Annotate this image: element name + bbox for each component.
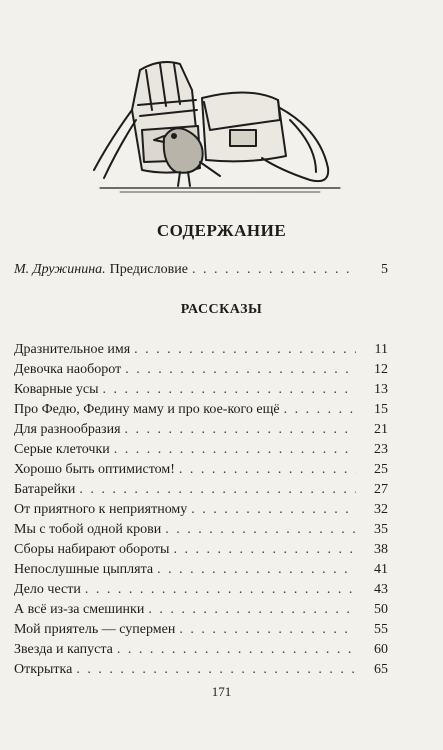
toc-row bbox=[14, 482, 388, 500]
toc-row bbox=[14, 442, 388, 460]
toc-row bbox=[14, 342, 388, 360]
toc-entry-title: Коварные усы bbox=[14, 382, 99, 397]
toc-entry-page: 25 bbox=[374, 462, 388, 477]
toc-row bbox=[14, 602, 388, 620]
toc-entry-title: Серые клеточки bbox=[14, 442, 110, 457]
toc-leader-dots bbox=[179, 622, 356, 638]
toc-row bbox=[14, 402, 388, 420]
toc-row bbox=[14, 422, 388, 440]
toc-entry-page: 32 bbox=[374, 502, 388, 517]
toc-entry-page: 38 bbox=[374, 542, 388, 557]
toc-row bbox=[14, 522, 388, 540]
toc-leader-dots bbox=[192, 262, 356, 278]
toc-entry-title: Дело чести bbox=[14, 582, 81, 597]
toc-entry-title: Открытка bbox=[14, 662, 73, 677]
toc-leader-dots bbox=[173, 542, 356, 558]
toc-leader-dots bbox=[165, 522, 356, 538]
toc-row bbox=[14, 562, 388, 580]
toc-row bbox=[14, 362, 388, 380]
toc-leader-dots bbox=[114, 442, 356, 458]
toc-entry-page: 23 bbox=[374, 442, 388, 457]
toc-row bbox=[14, 662, 388, 680]
toc-entry-title: А всё из-за смешинки bbox=[14, 602, 145, 617]
toc-leader-dots bbox=[125, 362, 356, 378]
toc-heading: СОДЕРЖАНИЕ bbox=[156, 221, 287, 240]
backpack-bird-illustration bbox=[80, 50, 370, 200]
toc-entry-title: Дразнительное имя bbox=[14, 342, 131, 357]
toc-entry-page: 50 bbox=[374, 602, 388, 617]
toc-leader-dots bbox=[85, 582, 356, 598]
toc-entry-title: Батарейки bbox=[14, 482, 76, 497]
toc-leader-dots bbox=[148, 602, 356, 618]
toc-leader-dots bbox=[179, 462, 356, 478]
toc-row bbox=[14, 542, 388, 560]
toc-row bbox=[14, 382, 388, 400]
toc-leader-dots bbox=[79, 482, 356, 498]
section-title: РАССКАЗЫ bbox=[180, 302, 263, 317]
toc-entry-page: 11 bbox=[374, 342, 388, 357]
toc-entry-title: Для разнообразия bbox=[14, 422, 121, 437]
toc-row bbox=[14, 582, 388, 600]
toc-entry-page: 60 bbox=[374, 642, 388, 657]
toc-entry-page: 27 bbox=[374, 482, 388, 497]
toc-leader-dots bbox=[191, 502, 356, 518]
toc-leader-dots bbox=[103, 382, 356, 398]
toc-leader-dots bbox=[284, 402, 356, 418]
preface-page: 5 bbox=[381, 262, 388, 277]
toc-entry-page: 55 bbox=[374, 622, 388, 637]
toc-entry-title: Девочка наоборот bbox=[14, 362, 122, 377]
toc-entry-title: Мой приятель — супермен bbox=[14, 622, 176, 637]
toc-entry-page: 21 bbox=[374, 422, 388, 437]
preface-author: М. Дружинина. bbox=[14, 262, 106, 277]
toc-entry-title: Звезда и капуста bbox=[14, 642, 113, 657]
toc-entry-title: Непослушные цыплята bbox=[14, 562, 154, 577]
toc-entry-page: 35 bbox=[374, 522, 388, 537]
toc-leader-dots bbox=[76, 662, 356, 678]
toc-entry-title: Мы с тобой одной крови bbox=[14, 522, 162, 537]
toc-row bbox=[14, 642, 388, 660]
toc-entry-title: Сборы набирают обороты bbox=[14, 542, 170, 557]
toc-leader-dots bbox=[134, 342, 356, 358]
toc-row bbox=[14, 502, 388, 520]
toc-row bbox=[14, 462, 388, 480]
toc-entry-title: Про Федю, Федину маму и про кое-кого ещё bbox=[14, 402, 280, 417]
toc-entry-page: 12 bbox=[374, 362, 388, 377]
preface-title: Предисловие bbox=[109, 262, 188, 277]
toc-leader-dots bbox=[117, 642, 356, 658]
toc-entry-title: Хорошо быть оптимистом! bbox=[14, 462, 175, 477]
toc-entry-title: От приятного к неприятному bbox=[14, 502, 188, 517]
toc-entry-page: 15 bbox=[374, 402, 388, 417]
toc-leader-dots bbox=[157, 562, 356, 578]
toc-entry-page: 13 bbox=[374, 382, 388, 397]
toc-entry-page: 41 bbox=[374, 562, 388, 577]
toc-leader-dots bbox=[125, 422, 356, 438]
toc-preface-row bbox=[14, 262, 388, 280]
toc-entry-page: 43 bbox=[374, 582, 388, 597]
page-number: 171 bbox=[211, 684, 232, 699]
toc-row bbox=[14, 622, 388, 640]
toc-entry-page: 65 bbox=[374, 662, 388, 677]
